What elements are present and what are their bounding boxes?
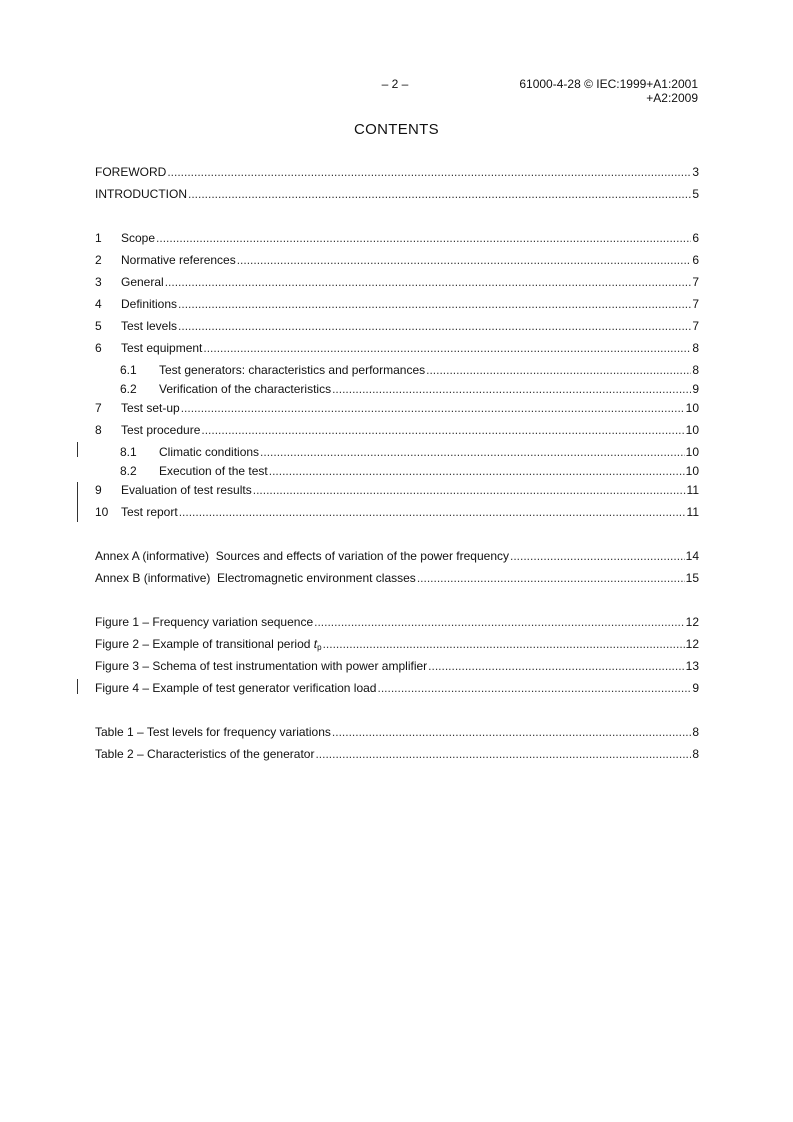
toc-entry-page: 7	[692, 319, 699, 333]
toc-entry-text: Annex B (informative) Electromagnetic environment classes	[95, 571, 416, 585]
toc-entry-figure[interactable]	[95, 681, 699, 696]
toc-entry-page: 12	[685, 615, 699, 629]
toc-entry-subclause[interactable]	[95, 464, 699, 479]
toc-entry-text	[95, 637, 322, 655]
toc-leader-dots	[332, 382, 691, 397]
toc-entry-page: 9	[692, 382, 699, 396]
math-subscript: p	[317, 643, 322, 652]
change-bar	[77, 482, 78, 522]
toc-leader-dots	[323, 637, 685, 652]
toc-entry-annex[interactable]	[95, 549, 699, 564]
toc-entry-clause[interactable]	[95, 341, 699, 356]
toc-entry-introduction[interactable]	[95, 187, 699, 202]
toc-entry-text: Test levels	[121, 319, 178, 333]
toc-entry-page: 10	[685, 445, 699, 459]
document-reference-line2: +A2:2009	[646, 91, 698, 105]
toc-entry-page: 10	[685, 401, 699, 415]
toc-entry-clause[interactable]	[95, 275, 699, 290]
toc-leader-dots	[188, 187, 691, 202]
toc-entry-number: 8	[95, 423, 102, 437]
toc-entry-number: 5	[95, 319, 102, 333]
toc-entry-text: Table 2 – Characteristics of the generator	[95, 747, 315, 761]
toc-entry-text: Test generators: characteristics and performances	[159, 363, 426, 377]
toc-leader-dots	[428, 659, 684, 674]
toc-entry-number: 9	[95, 483, 102, 497]
toc-entry-table[interactable]	[95, 747, 699, 762]
toc-entry-clause[interactable]	[95, 253, 699, 268]
toc-entry-page: 15	[685, 571, 699, 585]
toc-entry-page: 7	[692, 275, 699, 289]
toc-leader-dots	[260, 445, 685, 460]
toc-entry-number: 4	[95, 297, 102, 311]
toc-entry-text: Table 1 – Test levels for frequency variations	[95, 725, 331, 739]
toc-leader-dots	[269, 464, 685, 479]
toc-entry-subclause[interactable]	[95, 382, 699, 397]
toc-leader-dots	[178, 297, 691, 312]
toc-leader-dots	[253, 483, 686, 498]
document-reference-line1: 61000-4-28 © IEC:1999+A1:2001	[519, 77, 698, 91]
toc-entry-number: 7	[95, 401, 102, 415]
toc-leader-dots	[165, 275, 692, 290]
toc-entry-page: 9	[692, 681, 699, 695]
toc-leader-dots	[167, 165, 691, 180]
toc-entry-text: Scope	[121, 231, 156, 245]
toc-leader-dots	[179, 505, 686, 520]
toc-entry-clause[interactable]	[95, 319, 699, 334]
toc-entry-page: 13	[685, 659, 699, 673]
toc-entry-page: 12	[685, 637, 699, 651]
toc-leader-dots	[315, 747, 691, 762]
toc-entry-page: 8	[692, 747, 699, 761]
document-reference	[519, 77, 698, 105]
toc-entry-page: 8	[692, 341, 699, 355]
toc-entry-text-main: Figure 2 – Example of transitional period	[95, 637, 314, 651]
toc-entry-text: Figure 4 – Example of test generator verification load	[95, 681, 377, 695]
toc-entry-figure[interactable]	[95, 659, 699, 674]
math-symbol: t	[313, 637, 318, 651]
toc-entry-text: Definitions	[121, 297, 178, 311]
toc-leader-dots	[426, 363, 691, 378]
toc-entry-text: Climatic conditions	[159, 445, 260, 459]
toc-leader-dots	[377, 681, 691, 696]
toc-entry-number: 8.2	[120, 464, 137, 478]
toc-entry-clause[interactable]	[95, 423, 699, 438]
toc-entry-figure[interactable]	[95, 637, 699, 652]
toc-entry-page: 8	[692, 725, 699, 739]
toc-entry-text: Test report	[121, 505, 178, 519]
toc-entry-number: 10	[95, 505, 109, 519]
toc-entry-page: 11	[686, 505, 699, 519]
toc-entry-text: Figure 3 – Schema of test instrumentation with power amplifier	[95, 659, 428, 673]
toc-entry-text: Verification of the characteristics	[159, 382, 332, 396]
toc-entry-page: 3	[692, 165, 699, 179]
toc-entry-text: Test procedure	[121, 423, 201, 437]
toc-entry-number: 6.2	[120, 382, 137, 396]
toc-leader-dots	[237, 253, 692, 268]
toc-leader-dots	[203, 341, 691, 356]
toc-entry-page: 6	[692, 253, 699, 267]
toc-entry-page: 5	[692, 187, 699, 201]
toc-leader-dots	[417, 571, 685, 586]
toc-entry-page: 14	[685, 549, 699, 563]
toc-leader-dots	[314, 615, 685, 630]
toc-entry-page: 10	[685, 423, 699, 437]
toc-entry-text: Annex A (informative) Sources and effects of variation of the power frequency	[95, 549, 510, 563]
toc-entry-number: 8.1	[120, 445, 137, 459]
toc-entry-page: 6	[692, 231, 699, 245]
toc-entry-text: General	[121, 275, 164, 289]
toc-entry-clause[interactable]	[95, 483, 699, 498]
toc-entry-clause[interactable]	[95, 505, 699, 520]
change-bar	[77, 679, 78, 694]
toc-entry-number: 1	[95, 231, 102, 245]
toc-entry-text: Evaluation of test results	[121, 483, 252, 497]
toc-entry-page: 10	[685, 464, 699, 478]
toc-entry-clause[interactable]	[95, 297, 699, 312]
toc-entry-page: 8	[692, 363, 699, 377]
toc-entry-page: 11	[686, 483, 699, 497]
page-title: CONTENTS	[354, 121, 439, 138]
toc-entry-text: FOREWORD	[95, 165, 167, 179]
toc-entry-annex[interactable]	[95, 571, 699, 586]
toc-entry-text: Normative references	[121, 253, 236, 267]
toc-entry-number: 3	[95, 275, 102, 289]
toc-entry-text: Test equipment	[121, 341, 203, 355]
toc-entry-page: 7	[692, 297, 699, 311]
toc-leader-dots	[332, 725, 691, 740]
toc-entry-text: Figure 1 – Frequency variation sequence	[95, 615, 314, 629]
toc-entry-foreword[interactable]	[95, 165, 699, 180]
toc-entry-text: Execution of the test	[159, 464, 268, 478]
toc-entry-subclause[interactable]	[95, 445, 699, 460]
toc-entry-clause[interactable]	[95, 231, 699, 246]
toc-entry-clause[interactable]	[95, 401, 699, 416]
toc-entry-text: INTRODUCTION	[95, 187, 187, 201]
change-bar	[77, 442, 78, 457]
page-number: – 2 –	[381, 77, 409, 91]
toc-leader-dots	[201, 423, 684, 438]
toc-entry-number: 6	[95, 341, 102, 355]
toc-entry-subclause[interactable]	[95, 363, 699, 378]
toc-entry-number: 2	[95, 253, 102, 267]
toc-entry-text: Test set-up	[121, 401, 180, 415]
toc-leader-dots	[510, 549, 685, 564]
toc-entry-figure[interactable]	[95, 615, 699, 630]
toc-entry-number: 6.1	[120, 363, 137, 377]
toc-leader-dots	[178, 319, 691, 334]
toc-entry-table[interactable]	[95, 725, 699, 740]
toc-leader-dots	[156, 231, 691, 246]
toc-leader-dots	[181, 401, 685, 416]
